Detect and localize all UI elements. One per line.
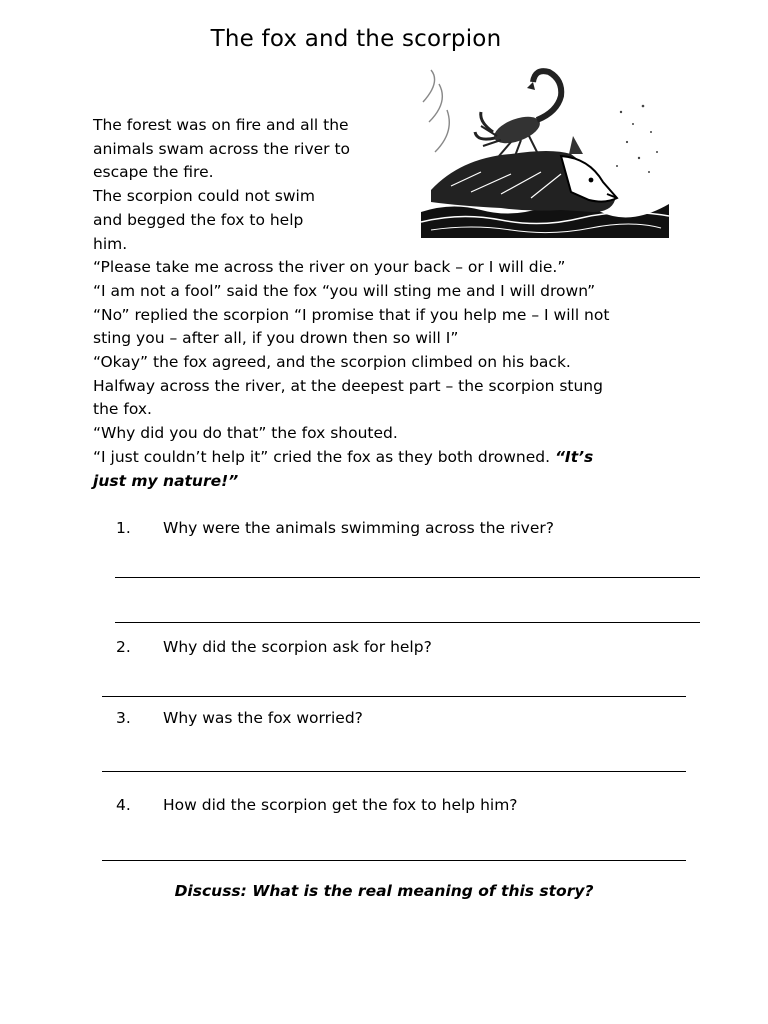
question-text: Why was the fox worried? [163, 709, 363, 727]
story-line: sting you – after all, if you drown then so will I” [93, 329, 459, 348]
story-line: “No” replied the scorpion “I promise that if you help me – I will not [93, 305, 610, 324]
story-line: The scorpion could not swim [93, 187, 315, 206]
answer-line[interactable] [102, 771, 686, 772]
question-text: Why were the animals swimming across the river? [163, 519, 554, 537]
answer-line[interactable] [115, 577, 700, 578]
answer-line[interactable] [102, 696, 686, 697]
story-line-final [93, 446, 693, 470]
story-line: the fox. [93, 400, 152, 419]
question-2 [116, 638, 432, 656]
question-number: 1. [116, 519, 131, 537]
story-moral: “It’s [554, 447, 594, 466]
question-text: Why did the scorpion ask for help? [163, 638, 432, 656]
story-line-plain: “I just couldn’t help it” cried the fox as they both drowned. [93, 447, 555, 466]
story-line: “I am not a fool” said the fox “you will sting me and I will drown” [93, 281, 596, 300]
story-line: “Okay” the fox agreed, and the scorpion climbed on his back. [93, 353, 571, 372]
story-text [93, 114, 693, 493]
story-line: “Please take me across the river on your back – or I will die.” [93, 258, 566, 277]
question-number: 3. [116, 709, 131, 727]
discussion-prompt: Discuss: What is the real meaning of this story? [174, 882, 594, 900]
question-text: How did the scorpion get the fox to help him? [163, 796, 518, 814]
page-title: The fox and the scorpion [210, 26, 502, 52]
question-3 [116, 709, 363, 727]
question-1 [116, 519, 554, 537]
story-line: him. [93, 234, 128, 253]
question-number: 2. [116, 638, 131, 656]
story-line: and begged the fox to help [93, 210, 304, 229]
question-number: 4. [116, 796, 131, 814]
question-4 [116, 796, 518, 814]
story-line: escape the fire. [93, 163, 214, 182]
answer-line[interactable] [102, 860, 686, 861]
story-line: animals swam across the river to [93, 139, 351, 158]
story-moral-continued: just my nature!” [93, 471, 239, 490]
story-line: “Why did you do that” the fox shouted. [93, 424, 398, 443]
story-line: The forest was on fire and all the [93, 116, 349, 134]
answer-line[interactable] [115, 622, 700, 623]
story-line: Halfway across the river, at the deepest part – the scorpion stung [93, 376, 603, 395]
